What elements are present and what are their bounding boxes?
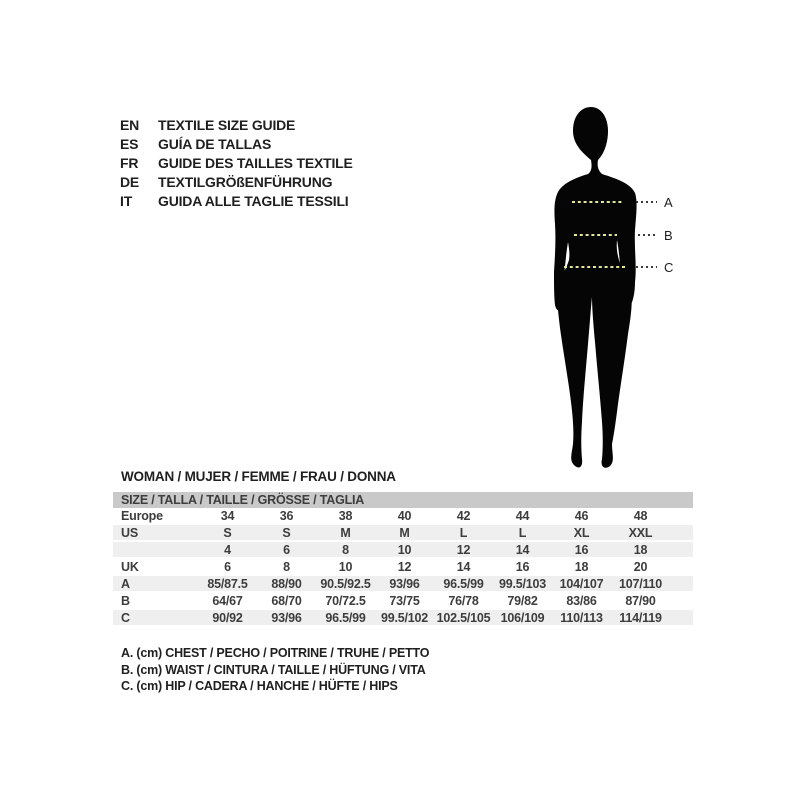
- table-cell-filler: [670, 541, 693, 558]
- measurement-notes: [121, 645, 429, 695]
- table-cell: 20: [611, 558, 670, 575]
- marker-label-a: A: [664, 195, 673, 210]
- table-cell: 106/109: [493, 609, 552, 626]
- table-cell: 83/86: [552, 592, 611, 609]
- language-row: [120, 135, 353, 154]
- marker-label-b: B: [664, 228, 673, 243]
- table-cell: 34: [198, 508, 257, 524]
- table-cell: 44: [493, 508, 552, 524]
- table-cell: 38: [316, 508, 375, 524]
- table-cell: L: [434, 524, 493, 541]
- table-cell: 85/87.5: [198, 575, 257, 592]
- table-cell: XL: [552, 524, 611, 541]
- table-cell: 99.5/102: [375, 609, 434, 626]
- table-cell: 12: [434, 541, 493, 558]
- size-table: [113, 492, 693, 627]
- table-cell: 18: [611, 541, 670, 558]
- table-row-uk: [113, 558, 693, 575]
- language-label: GUIDA ALLE TAGLIE TESSILI: [158, 193, 349, 209]
- table-row-hip: [113, 609, 693, 626]
- row-label: [113, 541, 198, 558]
- table-cell-filler: [670, 508, 693, 524]
- table-cell: 10: [316, 558, 375, 575]
- table-cell: S: [198, 524, 257, 541]
- table-cell: 36: [257, 508, 316, 524]
- table-cell: S: [257, 524, 316, 541]
- table-cell: 96.5/99: [316, 609, 375, 626]
- row-label: US: [113, 524, 198, 541]
- table-cell: M: [316, 524, 375, 541]
- table-cell: 48: [611, 508, 670, 524]
- note-chest: A. (cm) CHEST / PECHO / POITRINE / TRUHE / PETTO: [121, 646, 430, 660]
- language-row: [120, 173, 353, 192]
- size-table-header: SIZE / TALLA / TAILLE / GRÖSSE / TAGLIA: [113, 492, 693, 508]
- table-cell: 64/67: [198, 592, 257, 609]
- table-cell: 16: [552, 541, 611, 558]
- table-cell: 104/107: [552, 575, 611, 592]
- table-cell: 10: [375, 541, 434, 558]
- table-cell: XXL: [611, 524, 670, 541]
- table-cell: 90.5/92.5: [316, 575, 375, 592]
- language-code: ES: [120, 136, 139, 152]
- language-code: FR: [120, 155, 139, 171]
- table-cell-filler: [670, 558, 693, 575]
- row-label: UK: [113, 558, 198, 575]
- language-row: [120, 116, 353, 135]
- table-cell: 4: [198, 541, 257, 558]
- table-cell: 90/92: [198, 609, 257, 626]
- table-cell-filler: [670, 524, 693, 541]
- woman-silhouette: [554, 107, 637, 468]
- table-cell: 68/70: [257, 592, 316, 609]
- table-cell: 114/119: [611, 609, 670, 626]
- table-row-us-numeric: [113, 541, 693, 558]
- note-hip: C. (cm) HIP / CADERA / HANCHE / HÜFTE / HIPS: [121, 679, 398, 693]
- table-cell: 107/110: [611, 575, 670, 592]
- table-cell: 73/75: [375, 592, 434, 609]
- table-cell-filler: [670, 575, 693, 592]
- table-cell-filler: [670, 609, 693, 626]
- language-label: GUÍA DE TALLAS: [158, 136, 272, 152]
- language-code: EN: [120, 117, 140, 133]
- table-cell: 93/96: [375, 575, 434, 592]
- table-cell: 6: [257, 541, 316, 558]
- row-label: C: [113, 609, 198, 626]
- table-cell: 110/113: [552, 609, 611, 626]
- table-cell-filler: [670, 592, 693, 609]
- row-label: Europe: [113, 508, 198, 524]
- table-row-europe: [113, 508, 693, 524]
- woman-silhouette-figure: [530, 100, 680, 470]
- language-label: GUIDE DES TAILLES TEXTILE: [158, 155, 353, 171]
- table-cell: 88/90: [257, 575, 316, 592]
- table-cell: 16: [493, 558, 552, 575]
- table-cell: 42: [434, 508, 493, 524]
- marker-label-c: C: [664, 260, 674, 275]
- table-cell: 14: [493, 541, 552, 558]
- table-cell: 102.5/105: [434, 609, 493, 626]
- table-cell: 76/78: [434, 592, 493, 609]
- table-cell: 79/82: [493, 592, 552, 609]
- table-cell: 14: [434, 558, 493, 575]
- table-cell: 12: [375, 558, 434, 575]
- table-row-chest: [113, 575, 693, 592]
- row-label: A: [113, 575, 198, 592]
- size-table-grid: [113, 508, 693, 627]
- table-cell: 93/96: [257, 609, 316, 626]
- table-cell: 96.5/99: [434, 575, 493, 592]
- language-code: IT: [120, 193, 133, 209]
- table-cell: 40: [375, 508, 434, 524]
- language-code: DE: [120, 174, 140, 190]
- table-cell: 70/72.5: [316, 592, 375, 609]
- table-row-us: [113, 524, 693, 541]
- table-cell: 18: [552, 558, 611, 575]
- table-cell: 99.5/103: [493, 575, 552, 592]
- language-row: [120, 192, 353, 211]
- table-cell: 6: [198, 558, 257, 575]
- language-row: [120, 154, 353, 173]
- note-waist: B. (cm) WAIST / CINTURA / TAILLE / HÜFTUNG / VITA: [121, 662, 426, 677]
- section-title: WOMAN / MUJER / FEMME / FRAU / DONNA: [121, 469, 396, 484]
- language-label: TEXTILGRÖßENFÜHRUNG: [158, 174, 333, 190]
- table-cell: 87/90: [611, 592, 670, 609]
- language-list: [120, 116, 353, 211]
- table-cell: 8: [257, 558, 316, 575]
- table-cell: L: [493, 524, 552, 541]
- table-cell: M: [375, 524, 434, 541]
- row-label: B: [113, 592, 198, 609]
- table-row-waist: [113, 592, 693, 609]
- language-label: TEXTILE SIZE GUIDE: [158, 117, 296, 133]
- table-cell: 46: [552, 508, 611, 524]
- table-cell: 8: [316, 541, 375, 558]
